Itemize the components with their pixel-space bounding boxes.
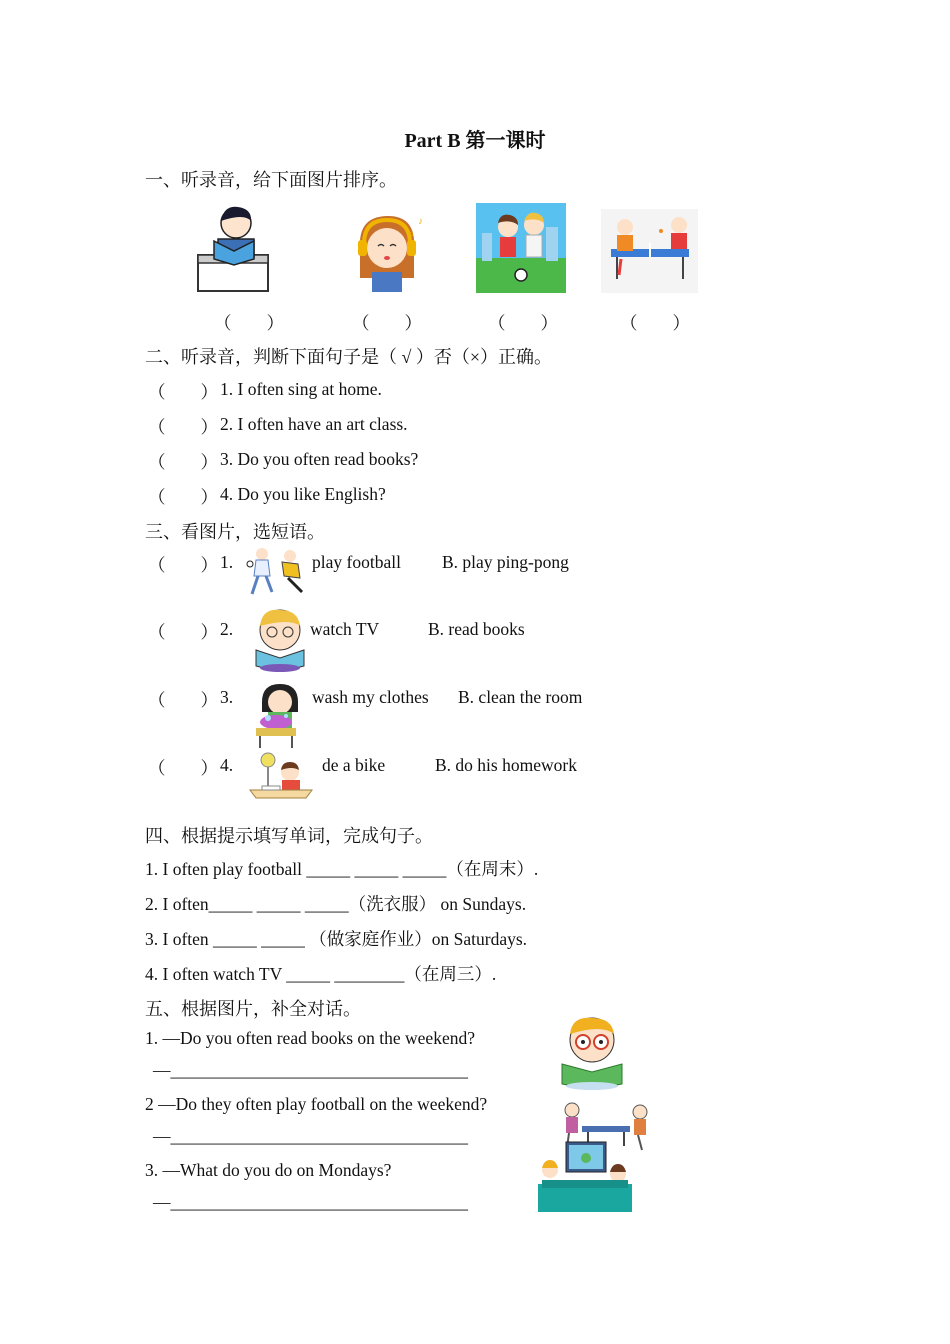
section2-item-3: 3. Do you often read books? xyxy=(220,449,419,469)
section3-optA-2: watch TV xyxy=(310,619,380,639)
section5-question-2: 2 —Do they often play football on the weekend? xyxy=(145,1094,488,1114)
section3-bracket-4[interactable]: （ ） xyxy=(148,758,218,778)
section1-bracket-3[interactable]: （ ） xyxy=(488,313,558,333)
section2-bracket-2[interactable]: （ ） xyxy=(148,417,218,437)
ping-pong-icon xyxy=(601,209,698,293)
section5-answer-1[interactable]: —__________________________________ xyxy=(153,1060,468,1080)
section3-num-2: 2. xyxy=(220,619,234,639)
girl-headphones-icon xyxy=(350,208,434,292)
section4-item-4[interactable]: 4. I often watch TV _____ ________（在周三）. xyxy=(145,964,497,984)
section4-item-1[interactable]: 1. I often play football _____ _____ _____（在周末）. xyxy=(145,859,539,879)
section3-bracket-2[interactable]: （ ） xyxy=(148,622,218,642)
section2-item-2: 2. I often have an art class. xyxy=(220,414,408,434)
boy-homework-icon xyxy=(248,750,314,802)
section5-heading: 五、根据图片，补全对话。 xyxy=(145,999,361,1019)
page-title: Part B 第一课时 xyxy=(404,130,546,152)
section3-optB-2: B. read books xyxy=(428,619,525,639)
section5-answer-2[interactable]: —__________________________________ xyxy=(153,1126,468,1146)
section3-bracket-3[interactable]: （ ） xyxy=(148,690,218,710)
boy-glasses-reading-icon xyxy=(556,1014,628,1090)
section3-bracket-1[interactable]: （ ） xyxy=(148,555,218,575)
section4-item-3[interactable]: 3. I often _____ _____ （做家庭作业）on Saturdays. xyxy=(145,929,528,949)
section3-optB-3: B. clean the room xyxy=(458,687,583,707)
section1-bracket-1[interactable]: （ ） xyxy=(214,313,284,333)
section2-bracket-1[interactable]: （ ） xyxy=(148,382,218,402)
section3-optA-3: wash my clothes xyxy=(312,687,429,707)
family-watching-tv-icon xyxy=(538,1140,632,1212)
section3-num-1: 1. xyxy=(220,552,234,572)
section3-heading: 三、看图片，选短语。 xyxy=(145,522,325,542)
section1-bracket-2[interactable]: （ ） xyxy=(352,313,422,333)
svg-text:♫: ♫ xyxy=(408,229,414,238)
section3-num-3: 3. xyxy=(220,687,234,707)
section2-heading: 二、听录音，判断下面句子是（ √ ）否（×）正确。 xyxy=(145,347,553,367)
section2-item-1: 1. I often sing at home. xyxy=(220,379,382,399)
section2-bracket-3[interactable]: （ ） xyxy=(148,452,218,472)
section5-question-3: 3. —What do you do on Mondays? xyxy=(145,1160,392,1180)
section2-item-4: 4. Do you like English? xyxy=(220,484,386,504)
boys-football-icon xyxy=(476,203,566,293)
section5-question-1: 1. —Do you often read books on the weekend? xyxy=(145,1028,475,1048)
section5-answer-3[interactable]: —__________________________________ xyxy=(153,1192,468,1212)
football-players-icon xyxy=(244,546,312,598)
girl-washing-icon xyxy=(250,682,308,748)
svg-text:♪: ♪ xyxy=(418,216,423,227)
section3-optB-4: B. do his homework xyxy=(435,755,577,775)
section2-bracket-4[interactable]: （ ） xyxy=(148,487,218,507)
section4-heading: 四、根据提示填写单词，完成句子。 xyxy=(145,826,433,846)
section3-num-4: 4. xyxy=(220,755,234,775)
section1-bracket-4[interactable]: （ ） xyxy=(620,313,690,333)
boy-reading-icon xyxy=(196,203,270,293)
section4-item-2[interactable]: 2. I often_____ _____ _____（洗衣服） on Sundays. xyxy=(145,894,527,914)
section1-heading: 一、听录音，给下面图片排序。 xyxy=(145,170,397,190)
section3-optA-4: de a bike xyxy=(322,755,386,775)
section3-optA-1: play football xyxy=(312,552,401,572)
boy-reading-book-icon xyxy=(250,606,308,672)
section3-optB-1: B. play ping-pong xyxy=(442,552,569,572)
